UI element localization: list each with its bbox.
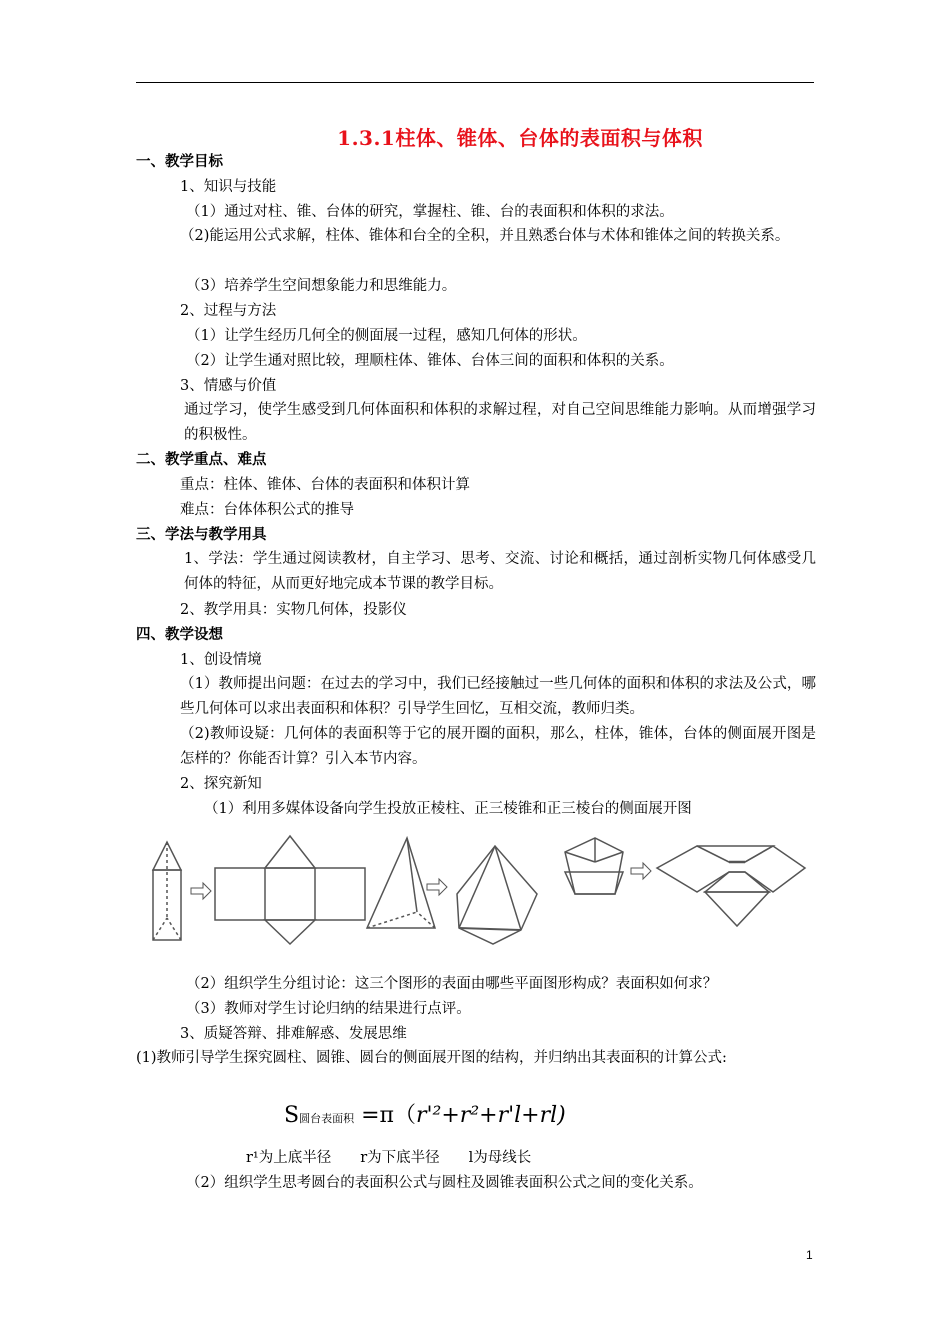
prism-net <box>215 836 365 944</box>
section-3-heading: 三、学法与教学用具 <box>136 526 267 543</box>
section-2-heading: 二、教学重点、难点 <box>136 451 267 468</box>
goal-1-2: （2)能运用公式求解，柱体、锥体和台全的全积，并且熟悉台体与术体和锥体之间的转换关系。 <box>180 228 790 244</box>
arrow-1 <box>191 883 211 899</box>
formula-variables: r¹为上底半径 r为下底半径 l为母线长 <box>246 1150 532 1166</box>
goal-2-2: （2）让学生通对照比较，理顺柱体、锥体、台体三间的面积和体积的关系。 <box>186 353 674 369</box>
scenario-1: （1）教师提出问题：在过去的学习中，我们已经接触过一些几何体的面积和体积的求法及公式，哪些几何体可以求出表面积和体积？引导学生回忆，互相交流，教师归类。 <box>180 676 816 717</box>
scenario-2: （2)教师设疑：几何体的表面积等于它的展开圈的面积，那么，柱体，锥体，台体的侧面展开图是怎样的？你能否计算？引入本节内容。 <box>180 726 816 767</box>
subheading-explore: 2、探究新知 <box>180 776 262 792</box>
header-rule <box>136 82 814 83</box>
goal-3-1: 通过学习，使学生感受到几何体面积和体积的求解过程，对自己空间思维能力影响。从而增强学习的积极性。 <box>184 402 816 443</box>
goal-2-1: （1）让学生经历几何全的侧面展一过程，感知几何体的形状。 <box>186 328 587 344</box>
frustum-figure <box>565 838 623 894</box>
frustum-net <box>657 846 805 926</box>
goal-1-1: （1）通过对柱、锥、台体的研究，掌握柱、锥、台的表面积和体积的求法。 <box>186 204 674 220</box>
subheading-process: 2、过程与方法 <box>180 303 277 319</box>
pyramid-net <box>457 846 537 944</box>
formula-symbol-s: S <box>284 1103 300 1128</box>
arrow-2 <box>427 879 447 895</box>
subheading-scenario: 1、创设情境 <box>180 652 262 668</box>
pyramid-figure <box>367 838 435 928</box>
page-title: 1.3.1柱体、锥体、台体的表面积与体积 <box>337 126 703 150</box>
formula-body: r'²+r²+r'l+rl) <box>415 1103 566 1128</box>
page-number: 1 <box>806 1248 813 1262</box>
goal-1-3: （3）培养学生空间想象能力和思维能力。 <box>186 278 457 294</box>
frustum-surface-formula <box>284 1098 566 1129</box>
explore-1: （1）利用多媒体设备向学生投放正棱柱、正三棱锥和正三棱台的侧面展开图 <box>204 801 692 817</box>
key-point: 重点：柱体、锥体、台体的表面积和体积计算 <box>180 477 470 493</box>
subheading-knowledge: 1、知识与技能 <box>180 179 277 195</box>
unfolding-figures <box>145 832 815 952</box>
formula-equals-pi: =π（ <box>361 1103 416 1128</box>
difficult-point: 难点：台体体积公式的推导 <box>180 502 354 518</box>
reasoning-2: （2）组织学生思考圆台的表面积公式与圆柱及圆锥表面积公式之间的变化关系。 <box>186 1175 703 1191</box>
teaching-tools: 2、教学用具：实物几何体，投影仪 <box>180 602 407 618</box>
explore-2: （2）组织学生分组讨论：这三个图形的表面由哪些平面图形构成？表面积如何求？ <box>186 976 718 992</box>
reasoning-1: (1)教师引导学生探究圆柱、圆锥、圆台的侧面展开图的结构，并归纳出其表面积的计算公式: <box>136 1050 727 1066</box>
subheading-reasoning: 3、质疑答辩、排难解惑、发展思维 <box>180 1026 407 1042</box>
prism-figure <box>153 842 181 940</box>
subheading-emotion: 3、情感与价值 <box>180 378 277 394</box>
section-4-heading: 四、教学设想 <box>136 626 223 643</box>
explore-3: （3）教师对学生讨论归纳的结果进行点评。 <box>186 1001 471 1017</box>
arrow-3 <box>631 863 651 879</box>
formula-subscript: 圆台表面积 <box>299 1112 355 1125</box>
section-1-heading: 一、教学目标 <box>136 153 223 170</box>
learning-method: 1、学法：学生通过阅读教材，自主学习、思考、交流、讨论和概括，通过剖析实物几何体感受几何体的特征，从而更好地完成本节课的教学目标。 <box>184 551 816 592</box>
